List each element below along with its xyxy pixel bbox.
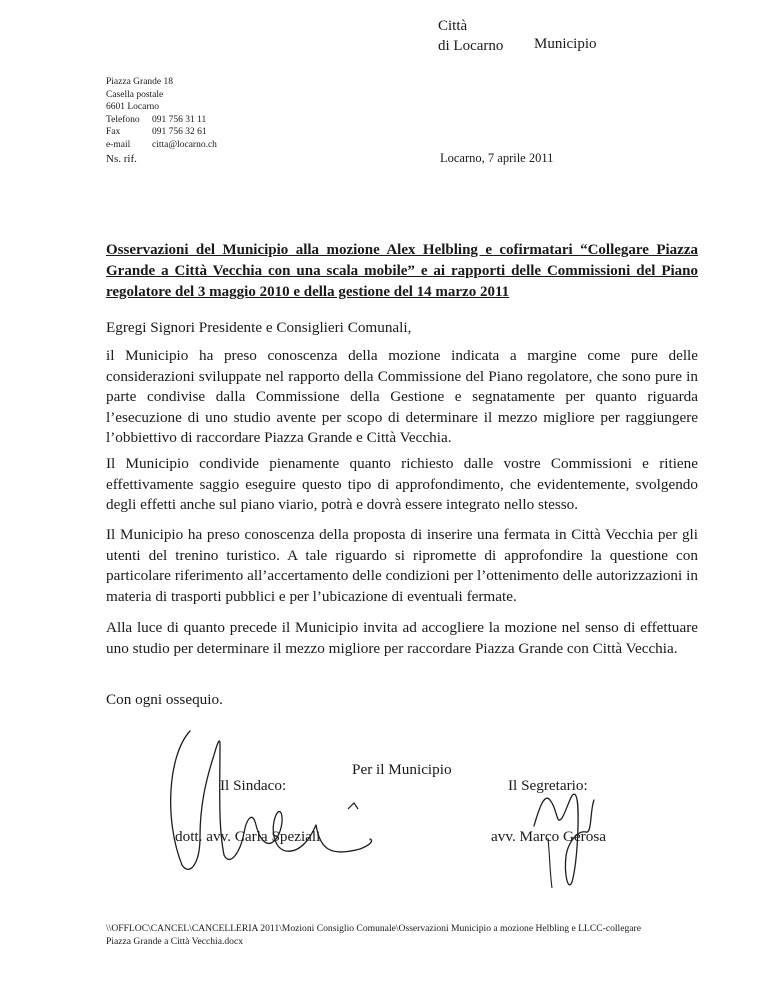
paragraph-4: Alla luce di quanto precede il Municipio invita ad accogliere la mozione nel senso di effettuare uno studio per determinare il mezzo migliore per raccordare Piazza Grande con Città Vecchia.: [106, 619, 698, 657]
closing: Con ogni ossequio.: [106, 691, 223, 708]
segretario-label: Il Segretario:: [508, 777, 588, 794]
fax-value: 091 756 32 61: [152, 127, 207, 138]
email-row: [106, 139, 217, 152]
address-row: [106, 101, 217, 114]
address-label: Casella postale: [106, 89, 164, 100]
signature-heading: Per il Municipio: [352, 761, 452, 778]
letter-date: Locarno, 7 aprile 2011: [440, 151, 554, 165]
segretario-handwritten-signature: [520, 770, 610, 895]
phone-label: Telefono: [106, 114, 140, 125]
address-label: 6601 Locarno: [106, 102, 160, 113]
fax-label: Fax: [106, 127, 121, 138]
file-path-line1: \\OFFLOC\CANCEL\CANCELLERIA 2011\Mozioni Consiglio Comunale\Osservazioni Municipio a mozione Helbling e LLCC-collegare: [106, 923, 641, 934]
fax-row: [106, 126, 217, 139]
file-path-footer: [106, 922, 706, 948]
sindaco-name: dott. avv. Carla Speziali: [175, 828, 321, 845]
paragraph-2: Il Municipio condivide pienamente quanto richiesto dalle vostre Commissioni e ritiene effettivamente saggio eseguire questo tipo di approfondimento, che evidentemente, svolgendo degli effetti anche sul piano viario, potrà e dovrà essere integrato nello stesso.: [106, 455, 698, 513]
email-label: e-mail: [106, 139, 131, 150]
file-path-line2: Piazza Grande a Città Vecchia.docx: [106, 936, 244, 947]
phone-value: 091 756 31 11: [152, 114, 207, 125]
letterhead-city: [438, 16, 503, 56]
segretario-name: avv. Marco Gerosa: [491, 828, 606, 845]
reference-label: Ns. rif.: [106, 153, 137, 165]
sindaco-label: Il Sindaco:: [220, 777, 287, 794]
address-block: [106, 76, 217, 152]
paragraph-1: il Municipio ha preso conoscenza della mozione indicata a margine come pure delle considerazioni sviluppate nel rapporto della Commissione del Piano regolatore, che sono pure in parte condivise dalla Commissione della Gestione e segnatamente per quanto riguarda l’esecuzione di uno studio avente per scopo di determinare il mezzo migliore per raggiungere l’obbiettivo di raccordare Piazza Grande e Città Vecchia.: [106, 347, 698, 446]
sindaco-handwritten-signature: [160, 725, 380, 885]
phone-row: [106, 114, 217, 127]
email-value: citta@locarno.ch: [152, 139, 217, 150]
letterhead-municipio: Municipio: [534, 36, 597, 52]
address-label: Piazza Grande 18: [106, 77, 173, 87]
paragraph-3: Il Municipio ha preso conoscenza della proposta di inserire una fermata in Città Vecchia per gli utenti del trenino turistico. A tale riguardo si ripromette di approfondire la questione con particolare riferimento all’accertamento delle condizioni per l’ottenimento delle autorizzazioni in materia di trasporti pubblici e per l’ubicazione di eventuali fermate.: [106, 526, 698, 605]
letter-subject: Osservazioni del Municipio alla mozione Alex Helbling e cofirmatari “Collegare Piazza Grande a Città Vecchia con una scala mobile” e ai rapporti delle Commissioni del Piano regolatore del 3 maggio 2010 e della gestione del 14 marzo 2011: [106, 242, 698, 300]
city-name-line1: Città: [438, 18, 468, 34]
address-row: [106, 89, 217, 102]
address-row: [106, 76, 217, 89]
city-name-line2: di Locarno: [438, 38, 504, 54]
greeting: Egregi Signori Presidente e Consiglieri Comunali,: [106, 319, 412, 336]
